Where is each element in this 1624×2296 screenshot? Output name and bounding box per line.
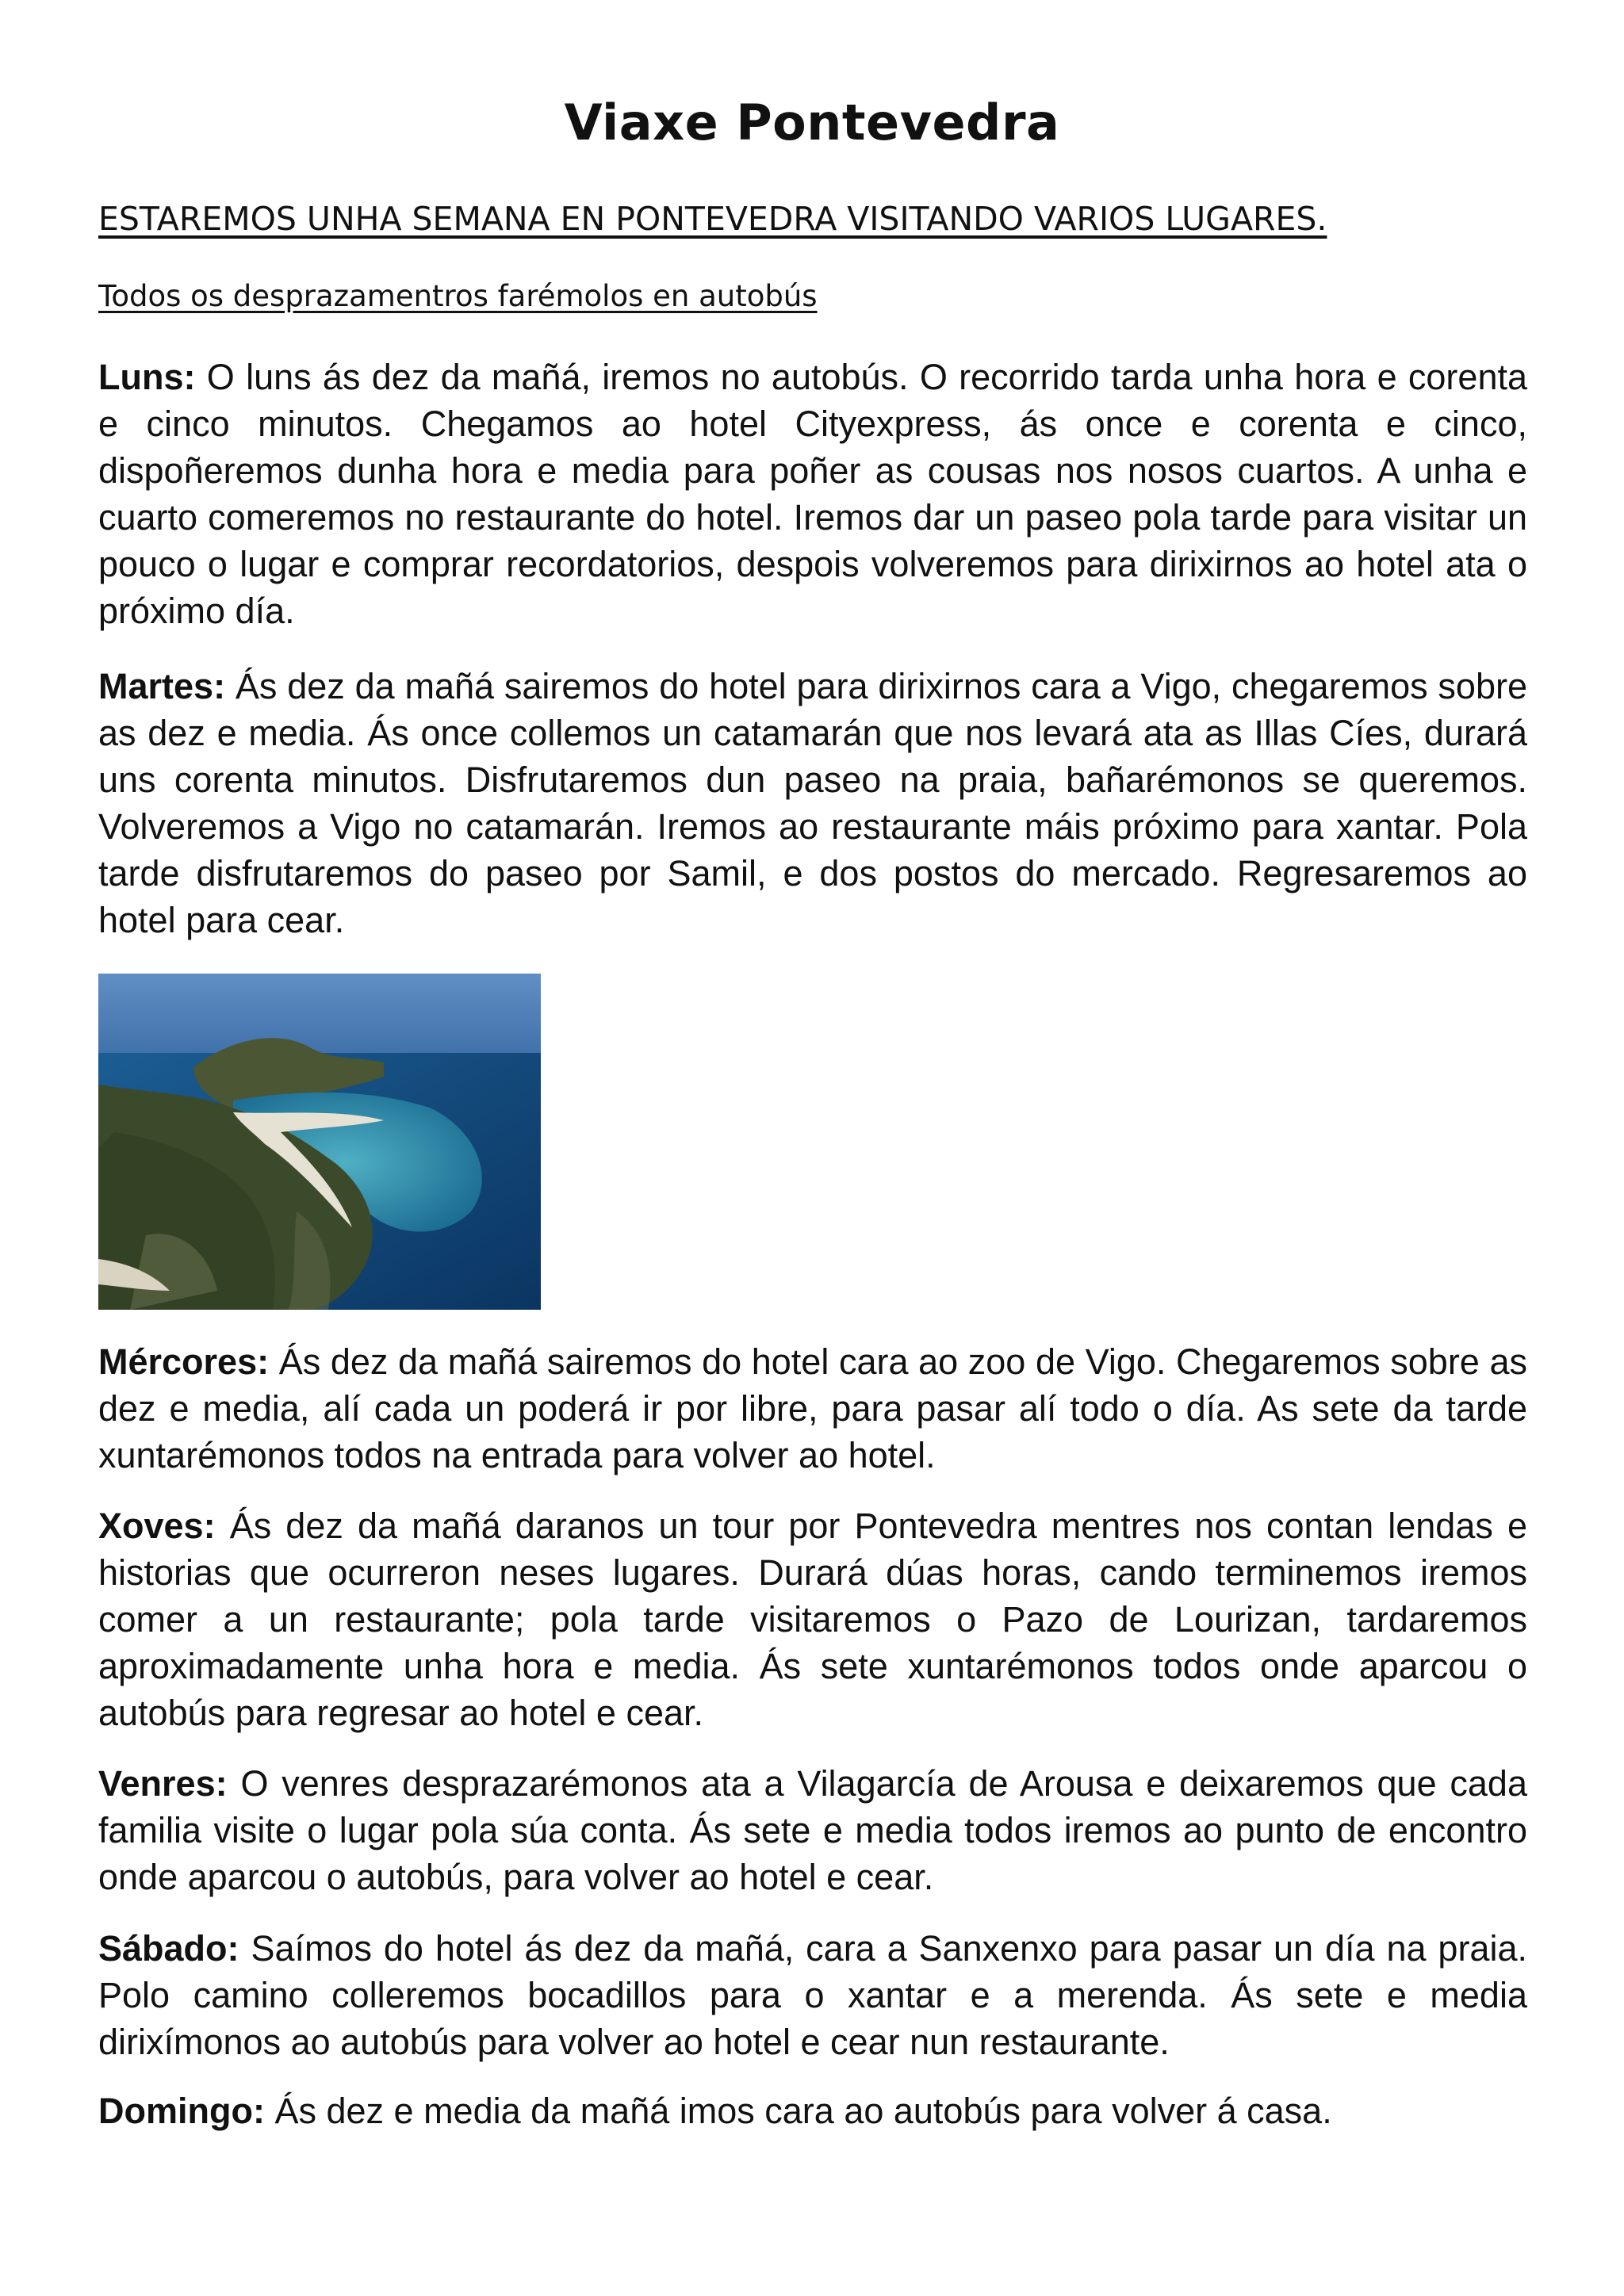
day-text-sabado: Saímos do hotel ás dez da mañá, cara a Sanxenxo para pasar un día na praia. Polo camino colleremos bocadillos para o xantar e a merenda. Ás sete e media dirixímonos ao autobús para volver ao hotel e cear nun restaurante. bbox=[98, 1928, 1527, 2062]
paragraph-mercores bbox=[98, 1338, 1527, 1479]
day-label-venres: Venres: bbox=[98, 1763, 228, 1804]
day-label-xoves: Xoves: bbox=[98, 1506, 216, 1546]
day-label-domingo: Domingo: bbox=[98, 2091, 265, 2131]
page-subtitle: ESTAREMOS UNHA SEMANA EN PONTEVEDRA VISITANDO VARIOS LUGARES. bbox=[98, 200, 1327, 238]
paragraph-luns bbox=[98, 354, 1527, 634]
transport-note: Todos os desprazamentros farémolos en autobús bbox=[98, 279, 818, 313]
paragraph-venres bbox=[98, 1760, 1527, 1900]
day-label-mercores: Mércores: bbox=[98, 1341, 270, 1382]
day-text-venres: O venres desprazarémonos ata a Vilagarcía de Arousa e deixaremos que cada familia visite o lugar pola súa conta. Ás sete e media todos iremos ao punto de encontro onde aparcou o autobús, para volver ao hotel e cear. bbox=[98, 1763, 1527, 1897]
day-text-mercores: Ás dez da mañá sairemos do hotel cara ao zoo de Vigo. Chegaremos sobre as dez e media, alí cada un poderá ir por libre, para pasar alí todo o día. As sete da tarde xuntarémonos todos na entrada para volver ao hotel. bbox=[98, 1341, 1527, 1475]
day-label-martes: Martes: bbox=[98, 666, 226, 706]
day-text-xoves: Ás dez da mañá daranos un tour por Pontevedra mentres nos contan lendas e historias que ocurreron neses lugares. Durará dúas horas, cando terminemos iremos comer a un restaurante; pola tarde visitaremos o Pazo de Lourizan, tardaremos aproximadamente unha hora e media. Ás sete xuntarémonos todos onde aparcou o autobús para regresar ao hotel e cear. bbox=[98, 1506, 1527, 1733]
day-text-domingo: Ás dez e media da mañá imos cara ao autobús para volver á casa. bbox=[274, 2091, 1332, 2131]
page-title: Viaxe Pontevedra bbox=[564, 94, 1060, 151]
illas-cies-photo bbox=[98, 974, 541, 1310]
paragraph-sabado bbox=[98, 1925, 1527, 2065]
day-label-luns: Luns: bbox=[98, 357, 196, 397]
paragraph-martes bbox=[98, 663, 1527, 943]
paragraph-domingo bbox=[98, 2087, 1527, 2134]
day-text-luns: O luns ás dez da mañá, iremos no autobús. O recorrido tarda unha hora e corenta e cinco minutos. Chegamos ao hotel Cityexpress, ás once e corenta e cinco, dispoñeremos dunha hora e media para poñer as cousas nos nosos cuartos. A unha e cuarto comeremos no restaurante do hotel. Iremos dar un paseo pola tarde para visitar un pouco o lugar e comprar recordatorios, despois volveremos para dirixirnos ao hotel ata o próximo día. bbox=[98, 357, 1527, 631]
paragraph-xoves bbox=[98, 1502, 1527, 1736]
day-text-martes: Ás dez da mañá sairemos do hotel para dirixirnos cara a Vigo, chegaremos sobre as dez e media. Ás once collemos un catamarán que nos levará ata as Illas Cíes, durará uns corenta minutos. Disfrutaremos dun paseo na praia, bañarémonos se queremos. Volveremos a Vigo no catamarán. Iremos ao restaurante máis próximo para xantar. Pola tarde disfrutaremos do paseo por Samil, e dos postos do mercado. Regresaremos ao hotel para cear. bbox=[98, 666, 1527, 940]
day-label-sabado: Sábado: bbox=[98, 1928, 239, 1969]
